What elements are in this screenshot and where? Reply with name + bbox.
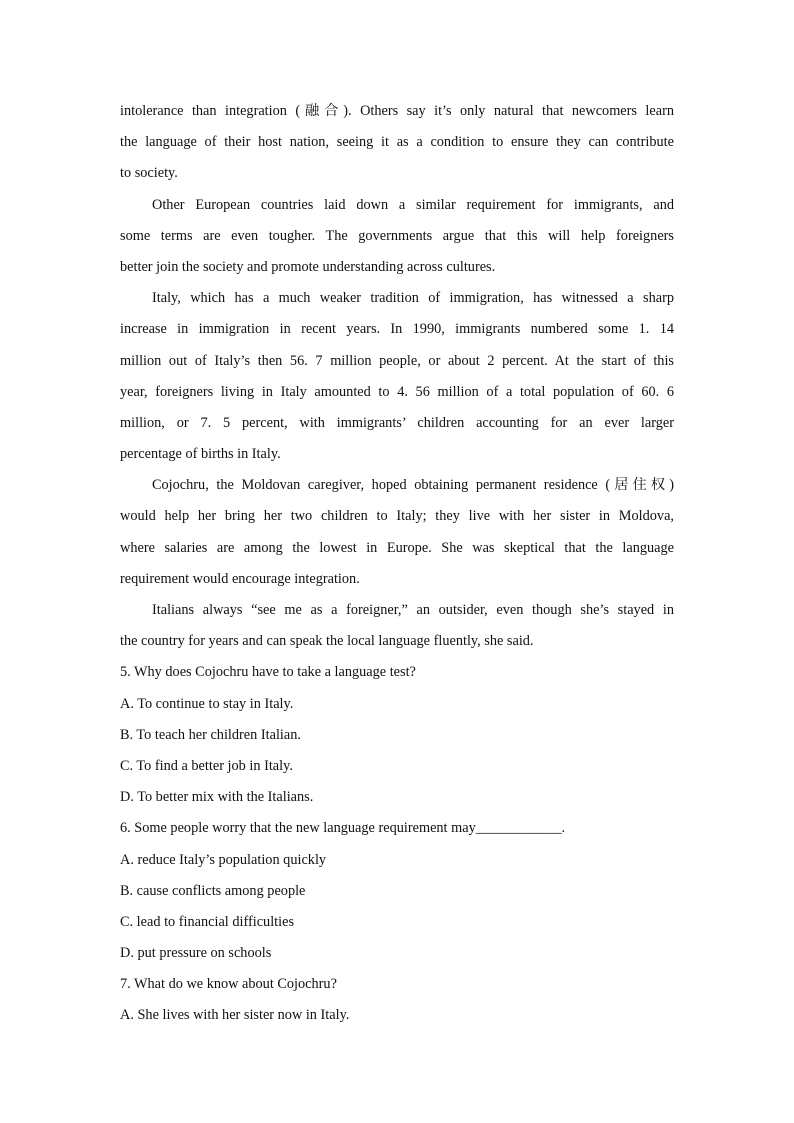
paragraph-4	[120, 470, 674, 595]
text-line: year, foreigners living in Italy amounted to 4. 56 million of a total population of 60. 6	[120, 383, 674, 400]
answer-option: D. To better mix with the Italians.	[120, 789, 314, 806]
answer-option: B. cause conflicts among people	[120, 882, 306, 899]
text-line: the country for years and can speak the local language fluently, she said.	[120, 633, 534, 650]
text-line: million, or 7. 5 percent, with immigrants’ children accounting for an ever larger	[120, 414, 674, 431]
text-line: some terms are even tougher. The governments argue that this will help foreigners	[120, 227, 674, 244]
text-line: percentage of births in Italy.	[120, 446, 281, 463]
text-line: where salaries are among the lowest in Europe. She was skeptical that the language	[120, 539, 674, 556]
questions	[120, 657, 674, 1031]
text-line: Italians always “see me as a foreigner,” an outsider, even though she’s stayed in	[152, 602, 674, 618]
text-line: better join the society and promote understanding across cultures.	[120, 258, 496, 275]
text-line: to society.	[120, 165, 178, 182]
text-line: million out of Italy’s then 56. 7 million people, or about 2 percent. At the start of this	[120, 352, 674, 369]
answer-option: C. To find a better job in Italy.	[120, 757, 293, 774]
passage	[120, 96, 674, 657]
text-line: Other European countries laid down a similar requirement for immigrants, and	[152, 196, 674, 213]
text-line: requirement would encourage integration.	[120, 570, 360, 587]
document-page	[120, 96, 674, 1032]
question-stem: 7. What do we know about Cojochru?	[120, 976, 337, 993]
question-7	[120, 969, 674, 1031]
question-6	[120, 813, 674, 969]
text-line: intolerance than integration (融合). Others say it’s only natural that newcomers learn	[120, 103, 674, 119]
paragraph-1	[120, 96, 674, 190]
question-stem: 6. Some people worry that the new language requirement may____________.	[120, 820, 566, 837]
answer-option: D. put pressure on schools	[120, 945, 272, 962]
question-5	[120, 657, 674, 813]
answer-option: A. reduce Italy’s population quickly	[120, 851, 327, 868]
text-line: increase in immigration in recent years. In 1990, immigrants numbered some 1. 14	[120, 321, 674, 338]
question-stem: 5. Why does Cojochru have to take a language test?	[120, 664, 416, 681]
paragraph-3	[120, 283, 674, 470]
answer-option: A. She lives with her sister now in Italy.	[120, 1007, 350, 1024]
answer-option: C. lead to financial difficulties	[120, 913, 295, 930]
text-line: would help her bring her two children to Italy; they live with her sister in Moldova,	[120, 508, 674, 525]
text-line: Cojochru, the Moldovan caregiver, hoped obtaining permanent residence (居住权)	[152, 477, 674, 494]
paragraph-5	[120, 595, 674, 657]
text-line: the language of their host nation, seeing it as a condition to ensure they can contribute	[120, 134, 674, 151]
answer-option: A. To continue to stay in Italy.	[120, 695, 294, 712]
answer-option: B. To teach her children Italian.	[120, 726, 301, 743]
paragraph-2	[120, 190, 674, 284]
text-line: Italy, which has a much weaker tradition of immigration, has witnessed a sharp	[152, 290, 674, 307]
